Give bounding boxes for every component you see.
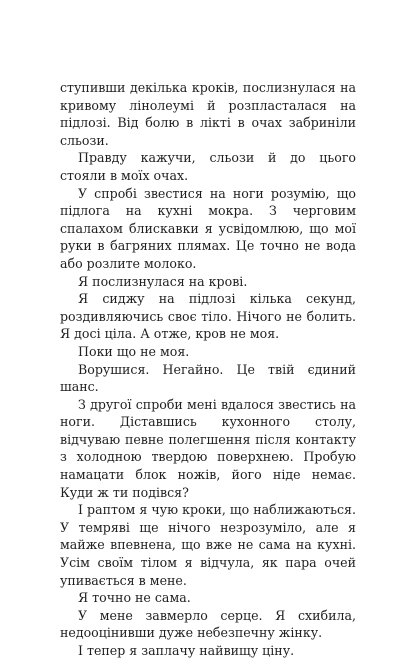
paragraph: У мене завмерло серце. Я схибила, недооцінивши дуже небезпечну жінку. [60, 607, 356, 641]
paragraph: Поки що не моя. [78, 343, 190, 359]
paragraph: Я сиджу на підлозі кілька секунд, роздивляючись своє тіло. Нічого не болить. Я досі ціла. А отже, кров не моя. [60, 291, 356, 342]
paragraph: І раптом я чую кроки, що наближаються. У темряві ще нічого незрозуміло, але я майже впевнена, що вже не сама на кухні. Усім своїм тілом я відчула, як пара очей упивається в мене. [60, 502, 356, 588]
paragraph: Ворушися. Негайно. Це твій єдиний шанс. [60, 361, 356, 395]
paragraph: І тепер я заплачу найвищу ціну. [78, 643, 295, 658]
paragraph: Я послизнулася на крові. [78, 273, 248, 289]
paragraph: З другої спроби мені вдалося звестись на ноги. Діставшись кухонного столу, відчуваю певне полегшення після контакту з холодною твердою поверхнею. Пробую намацати блок ножів, його ніде немає. Куди ж ти подівся? [60, 396, 356, 500]
paragraph: Я точно не сама. [78, 590, 191, 606]
paragraph: Правду кажучи, сльози й до цього стояли в моїх очах. [60, 150, 356, 183]
book-page-text [60, 79, 356, 660]
paragraph: У спробі звестися на ноги розумію, що підлога на кухні мокра. З черговим спалахом блискавки я усвідомлюю, що мої руки в багряних плямах. Це точно не вода або розлите молоко. [60, 185, 356, 271]
paragraph: ступивши декілька кроків, послизнулася на кривому лінолеумі й розпласталася на підлозі. Від болю в лікті в очах забриніли сльози. [60, 80, 356, 148]
